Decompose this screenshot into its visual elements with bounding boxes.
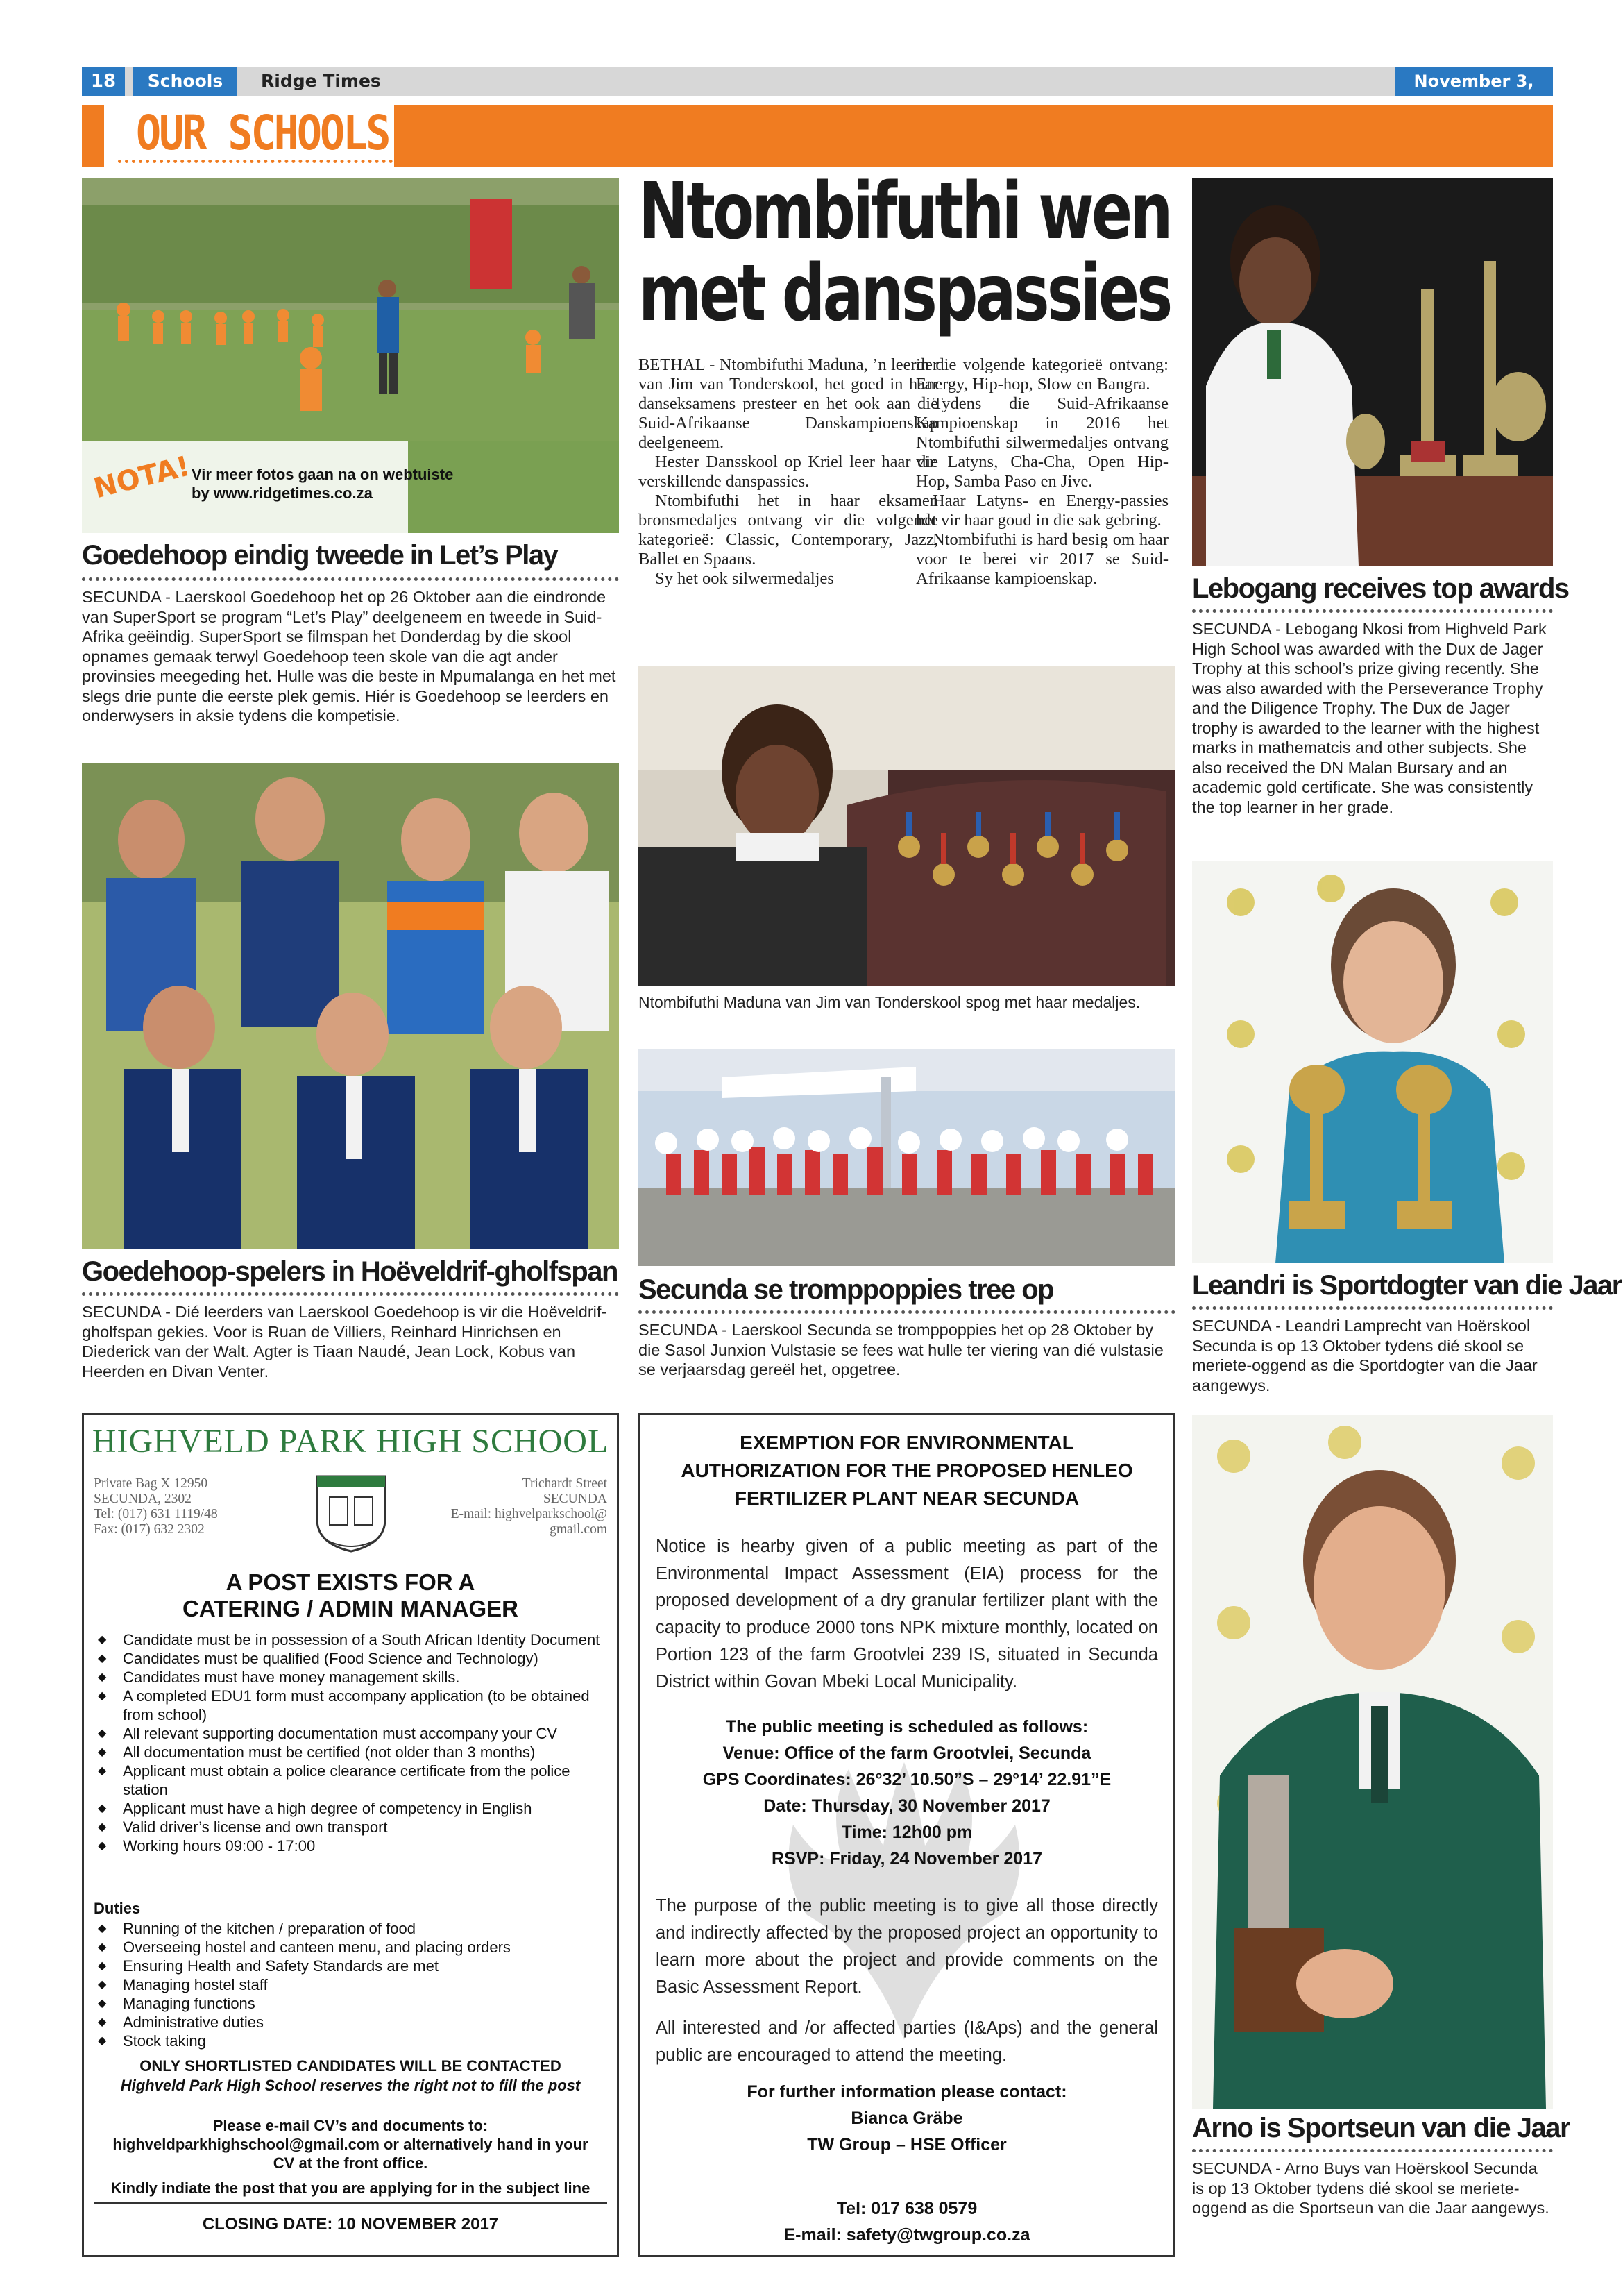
divider-lebogang	[1192, 609, 1553, 613]
contact-line: TW Group – HSE Officer	[807, 2135, 1007, 2154]
main-headline	[638, 167, 1171, 339]
photo-golf-team	[82, 763, 619, 1249]
main-story-paragraph: Haar Latyns- en Energy-passies het vir haar goud in die sak gebring.	[916, 491, 1169, 530]
advert-requirements	[94, 1630, 607, 1855]
photo-ntombifuthi-medals	[638, 666, 1175, 986]
schedule-line: Date: Thursday, 30 November 2017	[763, 1796, 1051, 1816]
post-title-line: CATERING / ADMIN MANAGER	[182, 1596, 518, 1621]
article-majorettes: SECUNDA - Laerskool Secunda se tromppoppies het op 28 Oktober by die Sasol Junxion Vulstasie se fees wat hulle ter viering van dié vulstasie se verjaarsdag gereël het, opgetree.	[638, 1321, 1164, 1378]
article-arno: SECUNDA - Arno Buys van Hoërskool Secunda is op 13 Oktober tydens dié skool se meriete-oggend as die Sportseun van die Jaar aangewys.	[1192, 2159, 1549, 2217]
publication-name: Ridge Times	[261, 71, 381, 91]
closing-date: CLOSING DATE: 10 NOVEMBER 2017	[202, 2215, 499, 2234]
photo-leandri	[1192, 861, 1553, 1263]
advert-eia-notice	[638, 1413, 1175, 2257]
section-band-title: OUR SCHOOLS	[136, 105, 389, 162]
subject-line-notice: Kindly indiate the post that you are applying for in the subject line	[110, 2179, 590, 2197]
schedule-line: Venue: Office of the farm Grootvlei, Secunda	[722, 1744, 1091, 1763]
requirement-item: ◆ Candidates must be qualified (Food Science and Technology)	[94, 1649, 607, 1668]
eia-email[interactable]: E-mail: safety@twgroup.co.za	[783, 2225, 1030, 2245]
requirement-item: ◆ Applicant must have a high degree of competency in English	[94, 1799, 607, 1818]
address-line: Fax: (017) 632 2302	[94, 1522, 205, 1537]
advert-school-name: HIGHVELD PARK HIGH SCHOOL	[92, 1423, 609, 1460]
article-golf: SECUNDA - Dié leerders van Laerskool Goedehoop is vir die Hoëveldrif-gholfspan gekies. Voor is Ruan de Villiers, Reinhard Hinrichsen en Diederick van der Walt. Agter is Tiaan Naudé, Jean Lock, Kobus van Heerden en Divan Venter.	[82, 1303, 607, 1381]
main-story-paragraph: Sy het ook silwermedaljes	[655, 569, 834, 588]
requirement-item: ◆ Working hours 09:00 - 17:00	[94, 1837, 607, 1855]
nota-note	[192, 465, 511, 503]
requirement-item: ◆ Candidate must be in possession of a South African Identity Document	[94, 1630, 607, 1649]
main-story-paragraph: Hester Dansskool op Kriel leer haar die verskillende danspassies.	[638, 453, 938, 491]
divider-majorettes	[638, 1310, 1175, 1314]
advert-address-right	[399, 1476, 607, 1537]
nota-note-line2: by www.ridgetimes.co.za	[192, 484, 373, 502]
heading-lebogang: Lebogang receives top awards	[1192, 573, 1569, 604]
requirement-item: ◆ Applicant must obtain a police clearance certificate from the police station	[94, 1762, 607, 1799]
main-story-column-2	[916, 355, 1169, 589]
requirement-item: ◆ Candidates must have money management skills.	[94, 1668, 607, 1687]
photo-arno	[1192, 1415, 1553, 2109]
address-line: SECUNDA, 2302	[94, 1492, 192, 1506]
school-crest-icon	[310, 1471, 392, 1554]
eia-telephone: Tel: 017 638 0579	[836, 2199, 978, 2218]
instruction-line: Please e-mail CV’s and documents to:	[212, 2117, 488, 2134]
nota-note-line1: Vir meer fotos gaan na on webtuiste	[192, 466, 454, 483]
instruction-line: CV at the front office.	[273, 2154, 428, 2172]
divider-golf	[82, 1292, 619, 1296]
issue-date: November 3,	[1395, 67, 1553, 96]
page-number: 18	[82, 67, 125, 96]
application-instructions	[84, 2116, 617, 2172]
article-lets-play: SECUNDA - Laerskool Goedehoop het op 26 Oktober aan die eindronde van SuperSport se program “Let’s Play” deelgeneem en tweede in Suid-Afrika geëindig. SuperSport se filmspan het Donderdag by die skool opnames gemaak terwyl Goedehoop teen skole van die agt ander provinsies meegeding het. Hulle was die beste in Mpumalanga en het met slegs drie punte die eerste plek gemis. Hiér is Goedehoop se leerders en onderwysers in aksie tydens die kompetisie.	[82, 588, 616, 725]
divider-arno	[1192, 2149, 1553, 2152]
schedule-line: GPS Coordinates: 26°32’ 10.50”S – 29°14’ 22.91”E	[702, 1770, 1112, 1789]
heading-leandri: Leandri is Sportdogter van die Jaar	[1192, 1270, 1622, 1301]
eia-title	[640, 1429, 1173, 1512]
divider-leandri	[1192, 1306, 1553, 1310]
main-story-paragraph: in die volgende kategorieë ontvang: Energy, Hip-hop, Slow en Bangra.	[916, 355, 1169, 394]
eia-contact	[640, 2079, 1173, 2158]
eia-title-line: AUTHORIZATION FOR THE PROPOSED HENLEO	[681, 1460, 1133, 1481]
duties-label: Duties	[94, 1900, 141, 1917]
duty-item: ◆ Ensuring Health and Safety Standards are met	[94, 1957, 607, 1975]
caption-ntombifuthi: Ntombifuthi Maduna van Jim van Tonderskool spog met haar medaljes.	[638, 993, 1141, 1011]
requirement-item: ◆ All documentation must be certified (not older than 3 months)	[94, 1743, 607, 1762]
address-line: Trichardt Street	[522, 1476, 607, 1491]
heading-lets-play: Goedehoop eindig tweede in Let’s Play	[82, 540, 558, 571]
main-story-paragraph: Ntombifuthi is hard besig om haar voor te berei vir 2017 se Suid-Afrikaanse kampioenskap.	[916, 530, 1169, 588]
main-headline-line1: Ntombifuthi wen	[638, 167, 1171, 257]
address-line: Private Bag X 12950	[94, 1476, 208, 1491]
address-line: gmail.com	[550, 1522, 607, 1537]
post-title-line: A POST EXISTS FOR A	[226, 1569, 475, 1595]
article-leandri: SECUNDA - Leandri Lamprecht van Hoërskool Secunda is op 13 Oktober tydens dié skool se meriete-oggend as die Sportdogter van die Jaar aangewys.	[1192, 1317, 1538, 1394]
section-label: Schools	[133, 67, 237, 96]
advert-post-title	[84, 1569, 617, 1622]
section-band-accent	[82, 105, 103, 167]
duty-item: ◆ Administrative duties	[94, 2013, 607, 2032]
eia-attend-paragraph: All interested and /or affected parties (I&Aps) and the general public are encouraged to attend the meeting.	[656, 2018, 1158, 2065]
advert-highveld-park	[82, 1413, 619, 2257]
requirement-item: ◆ Valid driver’s license and own transport	[94, 1818, 607, 1837]
closing-divider	[94, 2202, 607, 2204]
schedule-line: RSVP: Friday, 24 November 2017	[772, 1849, 1042, 1868]
divider-lets-play	[82, 577, 619, 581]
article-lebogang: SECUNDA - Lebogang Nkosi from Highveld Park High School was awarded with the Dux de Jager Trophy at this school’s prize giving recently. She was also awarded with the Perseverance Trophy and the Diligence Trophy. The Dux de Jager trophy is awarded to the learner with the highest marks in mathematcis and other subjects. She also received the DN Malan Bursary and an academic gold certificate. She was consistently the top learner in her grade.	[1192, 620, 1547, 816]
contact-line: For further information please contact:	[747, 2082, 1067, 2102]
eia-notice-paragraph: Notice is hearby given of a public meeting as part of the Environmental Impact Assessment (EIA) process for the proposed development of a dry granular fertilizer plant with the capacity to produce 2000 tons NPK mixture monthly, located on Portion 123 of the farm Grootvlei 239 IS, situated in Secunda District within Govan Mbeki Local Municipality.	[656, 1537, 1158, 1691]
shortlisted-notice: ONLY SHORTLISTED CANDIDATES WILL BE CONTACTED	[139, 2057, 561, 2075]
heading-golf: Goedehoop-spelers in Hoëveldrif-gholfspan	[82, 1256, 618, 1287]
photo-majorettes	[638, 1049, 1175, 1266]
instruction-line: highveldparkhighschool@gmail.com or alternatively hand in your	[112, 2136, 588, 2153]
eia-title-line: FERTILIZER PLANT NEAR SECUNDA	[734, 1487, 1080, 1509]
main-story-paragraph: Tydens die Suid-Afrikaanse Kampioenskap in 2016 het Ntombifuthi silwermedaljes ontvang vir Latyns, Cha-Cha, Open Hip-Hop, Samba Paso en Jive.	[916, 394, 1169, 491]
main-story-paragraph: Ntombifuthi het in haar eksamen bronsmedaljes ontvang vir die volgende kategorieë: Classic, Contemporary, Jazz, Ballet en Spaans.	[638, 491, 938, 568]
duty-item: ◆ Managing functions	[94, 1994, 607, 2013]
duty-item: ◆ Stock taking	[94, 2032, 607, 2050]
duty-item: ◆ Running of the kitchen / preparation of food	[94, 1919, 607, 1938]
main-story-paragraph: BETHAL - Ntombifuthi Maduna, ’n leerder van Jim van Tonderskool, het goed in haar danseksamens presteer en het ook aan die Suid-Afrikaanse Danskampioenskap deelgeneem.	[638, 355, 938, 452]
address-line: Tel: (017) 631 1119/48	[94, 1507, 218, 1521]
address-line: E-mail: highvelparkschool@	[450, 1507, 607, 1521]
heading-majorettes: Secunda se tromppoppies tree op	[638, 1274, 1054, 1305]
schedule-line: Time: 12h00 pm	[841, 1823, 973, 1842]
main-headline-line2: met danspassies	[638, 248, 1171, 339]
schedule-line: The public meeting is scheduled as follows:	[725, 1717, 1089, 1737]
eia-title-line: EXEMPTION FOR ENVIRONMENTAL	[740, 1432, 1074, 1453]
band-dotted-underline	[118, 160, 393, 163]
requirement-item: ◆ All relevant supporting documentation must accompany your CV	[94, 1724, 607, 1743]
reserve-notice: Highveld Park High School reserves the right not to fill the post	[120, 2077, 581, 2094]
advert-duties	[94, 1919, 607, 2050]
contact-line: Bianca Gräbe	[851, 2109, 963, 2128]
nota-badge: NOTA!	[90, 450, 194, 505]
eia-schedule	[640, 1714, 1173, 1872]
address-line: SECUNDA	[543, 1492, 607, 1506]
eia-purpose-paragraph: The purpose of the public meeting is to give all those directly and indirectly affected by the proposed project an opportunity to learn more about the project and provide comments on the Basic Assessment Report.	[656, 1896, 1158, 1997]
duty-item: ◆ Overseeing hostel and canteen menu, and placing orders	[94, 1938, 607, 1957]
duty-item: ◆ Managing hostel staff	[94, 1975, 607, 1994]
photo-lebogang	[1192, 178, 1553, 566]
heading-arno: Arno is Sportseun van die Jaar	[1192, 2113, 1570, 2143]
requirement-item: ◆ A completed EDU1 form must accompany application (to be obtained from school)	[94, 1687, 607, 1724]
main-story-column-1	[638, 355, 938, 589]
advert-address-left	[94, 1476, 302, 1537]
